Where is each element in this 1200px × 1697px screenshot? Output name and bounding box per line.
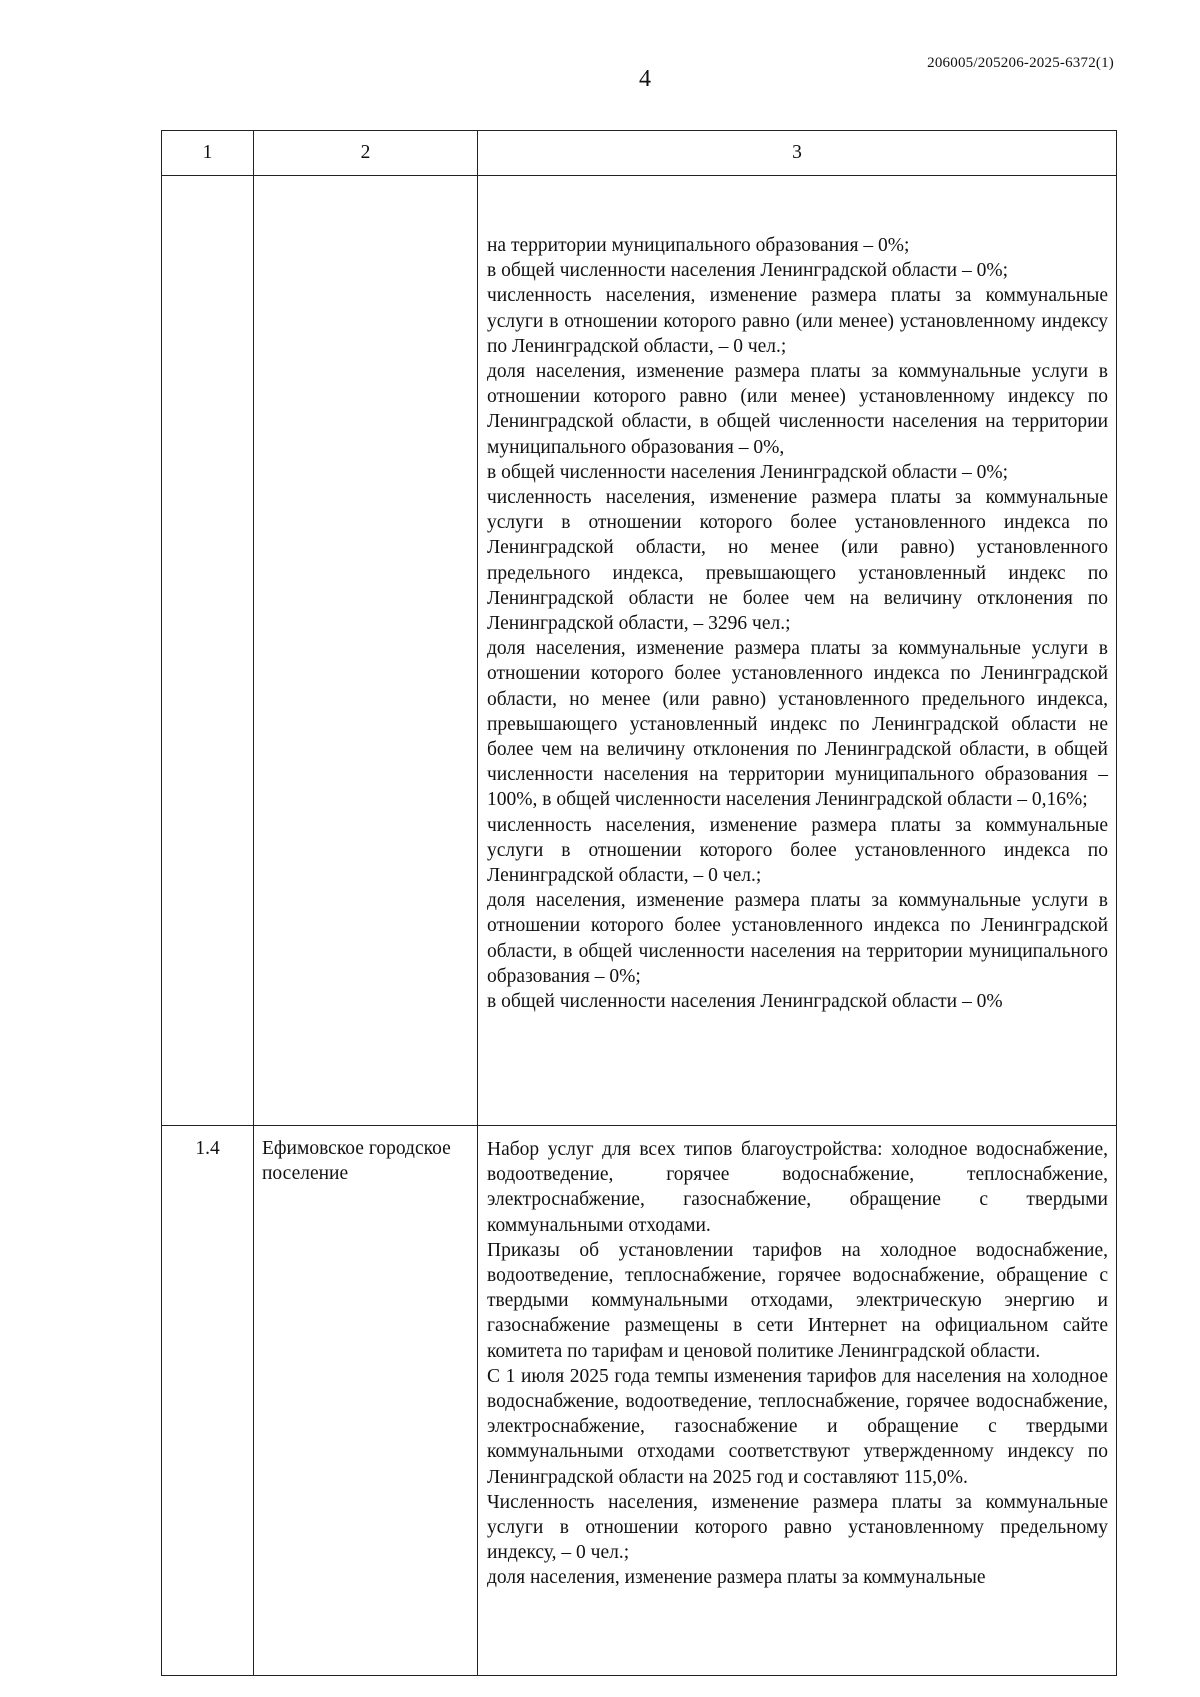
paragraph: в общей численности населения Ленинградской области – 0%; <box>487 260 1009 282</box>
paragraph: доля населения, изменение размера платы за коммунальные услуги в отношении которого более установленного индекса по Ленинградской области, в общей численности населения на территории муниципального образования – 0%; <box>487 890 1108 987</box>
table-header-row <box>162 131 1117 176</box>
paragraph: на территории муниципального образования – 0%; <box>487 235 910 256</box>
paragraph: в общей численности населения Ленинградской области – 0%; <box>487 461 1009 483</box>
row-number: 1.4 <box>162 1126 254 1676</box>
paragraph: Набор услуг для всех типов благоустройства: холодное водоснабжение, водоотведение, горячее водоснабжение, теплоснабжение, электроснабжение, газоснабжение, обращение с твердыми коммунальными отходами. <box>487 1139 1108 1236</box>
row-description <box>478 176 1117 1126</box>
paragraph: доля населения, изменение размера платы за коммунальные услуги в отношении которого равно (или менее) установленному индексу по Ленинградской области, в общей численности населения на территории муниципального образования – 0%, <box>487 361 1108 458</box>
row-number <box>162 176 254 1126</box>
paragraph: Численность населения, изменение размера платы за коммунальные услуги в отношении которого равно установленному предельному индексу, – 0 чел.; <box>487 1491 1108 1564</box>
header-col-2: 2 <box>254 131 478 176</box>
header-col-1: 1 <box>162 131 254 176</box>
paragraph: численность населения, изменение размера платы за коммунальные услуги в отношении которого равно (или менее) установленному индексу по Ленинградской области, – 0 чел.; <box>487 285 1108 357</box>
row-description <box>478 1126 1117 1676</box>
table-row <box>162 1126 1117 1676</box>
row-name: Ефимовское городское поселение <box>254 1126 478 1676</box>
document-id: 206005/205206-2025-6372(1) <box>927 55 1114 71</box>
header-col-3: 3 <box>478 131 1117 176</box>
paragraph: Приказы об установлении тарифов на холодное водоснабжение, водоотведение, теплоснабжение, горячее водоснабжение, обращение с твердыми коммунальными отходами, электрическую энергию и газоснабжение размещены в сети Интернет на официальном сайте комитета по тарифам и ценовой политике Ленинградской области. <box>487 1239 1108 1362</box>
table-row <box>162 176 1117 1126</box>
paragraph: в общей численности населения Ленинградской области – 0% <box>487 991 1003 1013</box>
data-table <box>161 130 1117 1676</box>
paragraph: доля населения, изменение размера платы за коммунальные <box>487 1567 986 1589</box>
paragraph: доля населения, изменение размера платы за коммунальные услуги в отношении которого более установленного индекса по Ленинградской области, но менее (или равно) установленного предельного индекса, превышающего установленный индекс по Ленинградской области не более чем на величину отклонения по Ленинградской области, в общей численности населения на территории муниципального образования – 100%, в общей численности населения Ленинградской области – 0,16%; <box>487 638 1108 811</box>
paragraph: численность населения, изменение размера платы за коммунальные услуги в отношении которого более установленного индекса по Ленинградской области, но менее (или равно) установленного предельного индекса, превышающего установленный индекс по Ленинградской области не более чем на величину отклонения по Ленинградской области, – 3296 чел.; <box>487 487 1108 635</box>
paragraph: С 1 июля 2025 года темпы изменения тарифов для населения на холодное водоснабжение, водоотведение, теплоснабжение, горячее водоснабжение, электроснабжение, газоснабжение и обращение с твердыми коммунальными отходами соответствуют утвержденному индексу по Ленинградской области на 2025 год и составляют 115,0%. <box>487 1365 1108 1488</box>
paragraph: численность населения, изменение размера платы за коммунальные услуги в отношении которого более установленного индекса по Ленинградской области, – 0 чел.; <box>487 814 1108 887</box>
page-number: 4 <box>639 66 651 92</box>
row-name <box>254 176 478 1126</box>
